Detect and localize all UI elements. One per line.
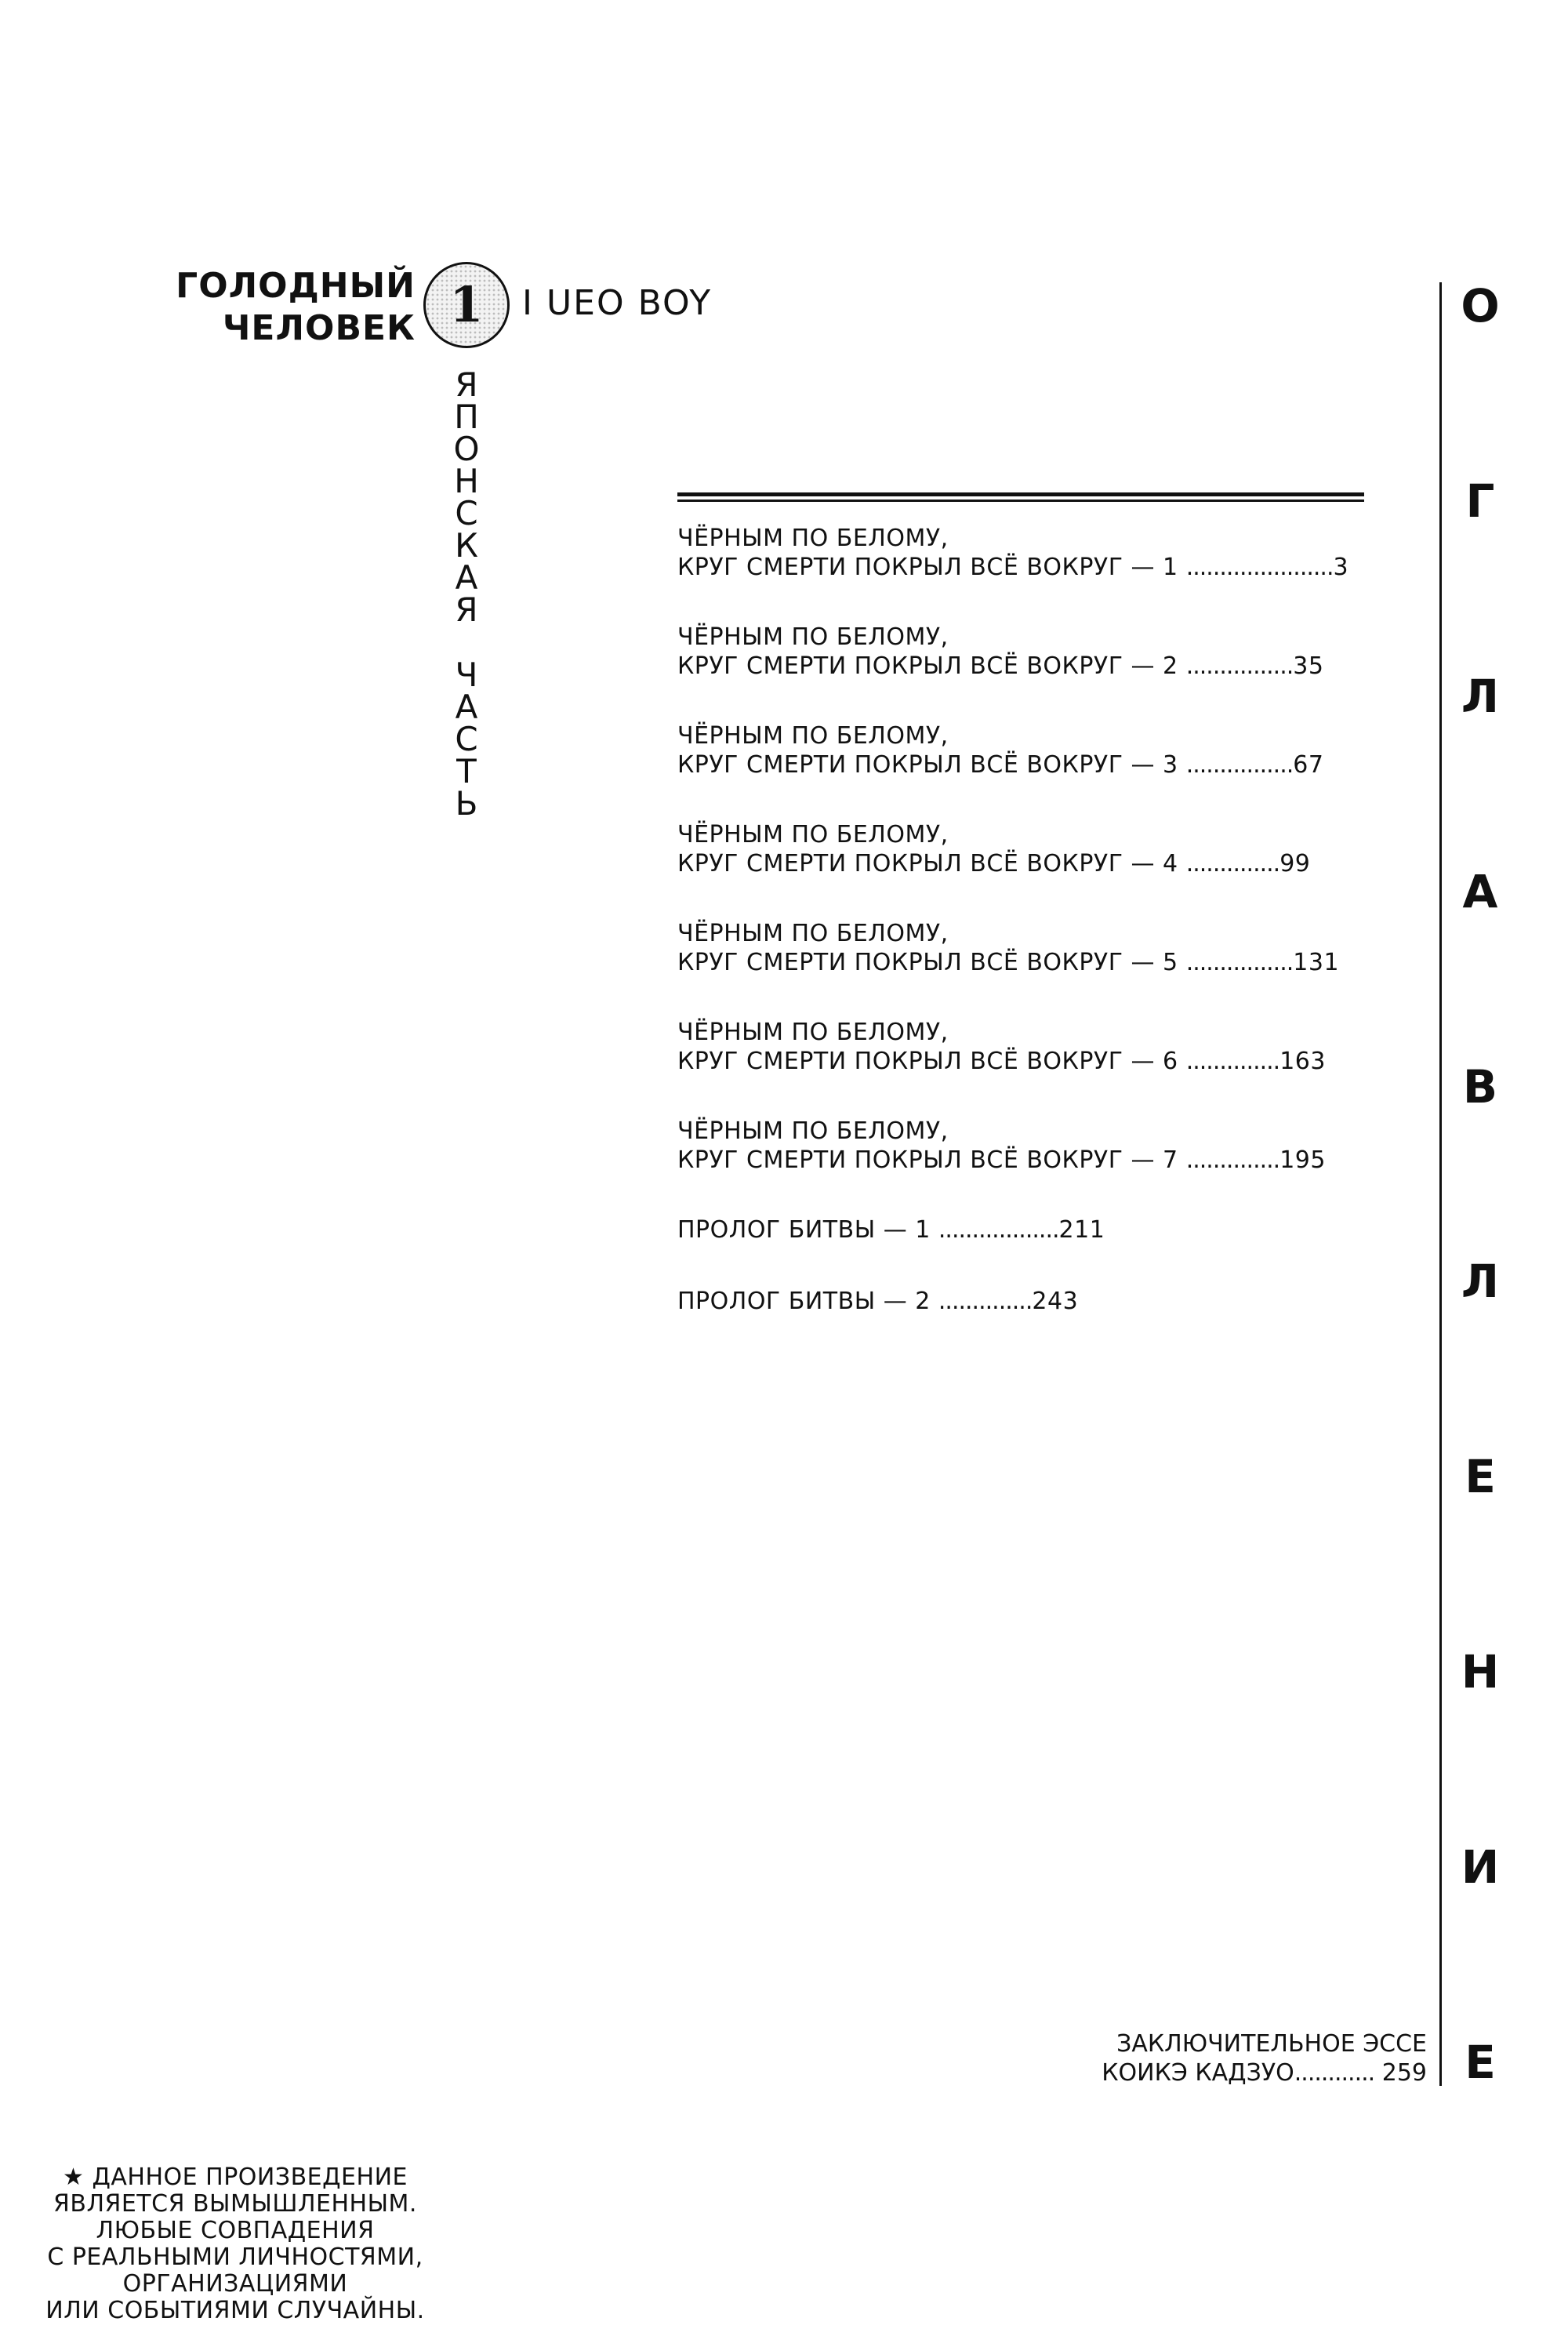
toc-page-number: 195 [1279,1146,1326,1174]
rule-thin [677,500,1364,502]
toc-page-number: 67 [1293,751,1324,779]
afterword-author: КОИКЭ КАДЗУО [1102,2059,1294,2087]
subtitle-letter: Ч [455,656,478,694]
disclaimer-line: ★ ДАННОЕ ПРОИЗВЕДЕНИЕ [63,2164,408,2191]
subtitle-letter: Ь [455,784,478,823]
disclaimer-line: ЛЮБЫЕ СОВПАДЕНИЯ [96,2217,375,2244]
toc-leader-dots: ................ [1185,949,1294,976]
toc-entry[interactable] [677,820,1383,878]
subtitle-letter: А [455,688,478,726]
heading-letter: Л [1461,669,1500,723]
subtitle-letter: П [454,398,479,436]
heading-letter: И [1461,1840,1500,1894]
subtitle-letter: А [455,558,478,597]
toc-entry-prologue[interactable] [677,1287,1383,1316]
toc-entry-subtitle [677,553,1383,582]
subtitle-letter: К [455,526,478,565]
toc-entry[interactable] [677,721,1383,779]
toc-entry-title: ЧЁРНЫМ ПО БЕЛОМУ, [677,920,949,947]
toc-entry[interactable] [677,919,1383,977]
toc-entry-subtitle [677,750,1383,779]
toc-entry-subtitle [677,1287,1383,1316]
disclaimer-line: ЯВЛЯЕТСЯ ВЫМЫШЛЕННЫМ. [53,2190,417,2218]
toc-leader-dots: .............. [1185,1146,1280,1174]
toc-entry[interactable] [677,1018,1383,1076]
subtitle-letter: О [453,430,480,468]
vertical-subtitle [423,365,510,823]
volume-number: 1 [449,276,484,333]
toc-entry[interactable] [677,524,1383,582]
afterword-entry[interactable] [1019,2029,1427,2087]
toc-page-number: 211 [1058,1216,1105,1244]
toc-leader-dots: .............. [938,1288,1033,1315]
toc-leader-dots: ............ [1294,2059,1375,2087]
toc-entry[interactable] [677,623,1383,681]
toc-entry-chapter: КРУГ СМЕРТИ ПОКРЫЛ ВСЁ ВОКРУГ — 4 [677,850,1178,877]
toc-leader-dots: .............. [1185,1048,1280,1075]
toc-page-number: 259 [1381,2059,1427,2087]
toc-entry-subtitle [677,652,1383,681]
heading-letter: Е [1465,2035,1496,2089]
series-title-left [157,265,416,350]
series-title-line-1: ГОЛОДНЫЙ [176,266,416,306]
subtitle-letter: С [455,720,478,758]
toc-entry-title: ЧЁРНЫМ ПО БЕЛОМУ, [677,722,949,750]
heading-letter: Н [1461,1645,1500,1699]
toc-entry-chapter: КРУГ СМЕРТИ ПОКРЫЛ ВСЁ ВОКРУГ — 3 [677,751,1178,779]
heading-letter: Г [1465,474,1495,528]
subtitle-word-1 [453,365,480,629]
heading-letter: О [1461,279,1500,332]
toc-entry-chapter: КРУГ СМЕРТИ ПОКРЫЛ ВСЁ ВОКРУГ — 1 [677,554,1178,581]
toc-page-number: 35 [1293,652,1324,680]
toc-entry-title: ЧЁРНЫМ ПО БЕЛОМУ, [677,1117,949,1145]
toc-leader-dots: .................. [938,1216,1059,1244]
toc-list [677,524,1383,1358]
toc-page-number: 243 [1032,1288,1079,1315]
series-title-right: I UEO BOY [522,283,713,323]
afterword-title: ЗАКЛЮЧИТЕЛЬНОЕ ЭССЕ [1116,2030,1427,2058]
disclaimer-line: ОРГАНИЗАЦИЯМИ [122,2270,348,2298]
disclaimer [16,2164,455,2324]
toc-entry[interactable] [677,1117,1383,1175]
toc-entry-subtitle [677,849,1383,878]
volume-badge [423,262,510,348]
subtitle-word-2 [455,656,478,823]
series-title-line-2: ЧЕЛОВЕК [222,308,416,348]
toc-entry-chapter: КРУГ СМЕРТИ ПОКРЫЛ ВСЁ ВОКРУГ — 6 [677,1048,1178,1075]
toc-leader-dots: .............. [1185,850,1280,877]
disclaimer-line: ИЛИ СОБЫТИЯМИ СЛУЧАЙНЫ. [45,2297,425,2324]
toc-entry-chapter: КРУГ СМЕРТИ ПОКРЫЛ ВСЁ ВОКРУГ — 5 [677,949,1178,976]
toc-entry-title: ЧЁРНЫМ ПО БЕЛОМУ, [677,821,949,848]
heading-letter: А [1462,864,1498,918]
toc-page-number: 131 [1293,949,1340,976]
toc-leader-dots: ................ [1185,652,1294,680]
toc-entry-subtitle [677,1146,1383,1175]
heading-letter: Л [1461,1255,1500,1309]
toc-entry-title: ЧЁРНЫМ ПО БЕЛОМУ, [677,525,949,552]
toc-entry-subtitle [677,948,1383,977]
toc-entry-prologue[interactable] [677,1215,1383,1244]
toc-page-number: 3 [1333,554,1349,581]
toc-heading [1441,279,1519,2089]
disclaimer-line: С РЕАЛЬНЫМИ ЛИЧНОСТЯМИ, [47,2243,423,2271]
toc-entry-chapter: ПРОЛОГ БИТВЫ — 2 [677,1288,931,1315]
subtitle-letter: Н [454,462,479,500]
toc-top-rule [677,492,1364,502]
rule-thick [677,492,1364,496]
toc-entry-subtitle [677,1215,1383,1244]
subtitle-letter: Т [456,752,477,790]
toc-entry-title: ЧЁРНЫМ ПО БЕЛОМУ, [677,623,949,651]
toc-entry-title: ЧЁРНЫМ ПО БЕЛОМУ, [677,1019,949,1046]
toc-leader-dots: ...................... [1185,554,1334,581]
subtitle-letter: С [455,494,478,532]
toc-entry-chapter: КРУГ СМЕРТИ ПОКРЫЛ ВСЁ ВОКРУГ — 7 [677,1146,1178,1174]
heading-letter: В [1462,1059,1498,1114]
toc-leader-dots: ................ [1185,751,1294,779]
toc-entry-chapter: ПРОЛОГ БИТВЫ — 1 [677,1216,931,1244]
toc-entry-subtitle [677,1047,1383,1076]
toc-entry-chapter: КРУГ СМЕРТИ ПОКРЫЛ ВСЁ ВОКРУГ — 2 [677,652,1178,680]
heading-letter: Е [1465,1450,1496,1504]
subtitle-letter: Я [455,365,478,404]
toc-page-number: 163 [1279,1048,1326,1075]
toc-page-number: 99 [1279,850,1311,877]
subtitle-letter: Я [455,590,478,629]
